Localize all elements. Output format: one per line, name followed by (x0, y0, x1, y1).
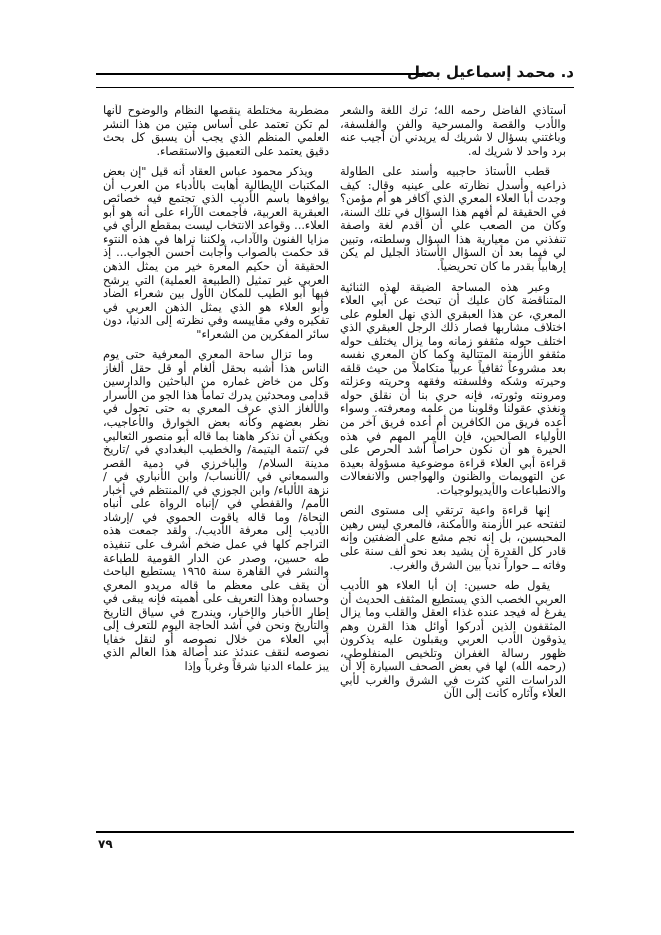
paragraph: وما تزال ساحة المعري المعرفية حتى يوم الناس هذا أشبه بحقل ألغام أو قل حقل ألغاز وكل من خاض غماره من الباحثين والدارسين قدامى ومحدثين يدرك تماماً هذا الجو من الأسرار والألغاز الذي عرف المعري به حتى تحول في نظر بعضهم وكأنه بعض الخوارق والأعاجيب، ويكفي أن نذكر هاهنا بما قاله أبو منصور الثعالبي في /تتمة اليتيمة/ والخطيب البغدادي في /تاريخ مدينة السلام/ والباخرزي في دمية القصر والسمعاني في /الأنساب/ وابن الأنباري في /نزهة الألباء/ وابن الجوزي في /المنتظم في أخبار الأمم/ والقفطي في /إنباه الرواة على أنباه النحاة/ وما قاله ياقوت الحموي في /إرشاد الأديب إلى معرفة الأديب/. ولقد جمعت هذه التراجم كلها في عمل ضخم أشرف على تنفيذه طه حسين، وصدر عن الدار القومية للطباعة والنشر في القاهرة سنة ١٩٦٥ يستطيع الباحث أن يقف على معظم ما قاله مريدو المعري وحساده وهذا التعريف على أهميته فإنه يبقى في إطار الأخبار والإخبار، ويندرج في سياق التاريخ والتأريخ ونحن في أشد الحاجة اليوم للتعرف إلى أبي العلاء من خلال نصوصه أو لنقل خفايا نصوصه لنقف عندئذ عند أصالة هذا العالم الذي يبز علماء الدنيا شرقاً وغرباً وإذا (103, 348, 329, 673)
paragraph: يقول طه حسين: إن أبا العلاء هو الأديب العربي الخصب الذي يستطيع المثقف الحديث أن يفرغ له فيجد عنده غذاء العقل والقلب وما يزال المثقفون الذين أدركوا أوائل هذا القرن وهم يذوقون الأدب العربي ويقبلون عليه يذكرون ظهور رسالة الغفران وتلخيص المنفلوطي، (رحمه الله) لها في بعض الصحف السيارة إلا أن الدراسات التي كثرت في الشرق والغرب لأبي العلاء وآثاره كانت إلى الآن (340, 579, 566, 701)
paragraph: ويذكر محمود عباس العقاد أنه قيل "إن بعض المكتبات الإيطالية أهابت بالأدباء من العرب أن يوافوها باسم الأديب الذي تجتمع فيه خصائص العبقرية العربية، فأجمعت الآراء على أنه هو أبو العلاء... وقواعد الانتخاب ليست بمقطع الرأي في مزايا الفنون والآداب، ولكننا نراها في هذه النتوء قد حكمت بالصواب وأجابت أحسن الجواب... إذ الحقيقة أن حكيم المعرة خير من يمثل الذهن العربي غير تمثيل (الطبيعة العملية) التي يرشح فيها أبو الطيب للمكان الأول بين شعراء الضاد وأبو العلاء هو الذي يمثل الذهن العربي في تفكيره وفي مقاييسه وفي نظرته إلى الدنيا، دون سائر المفكرين من الشعراء" (103, 165, 329, 341)
running-header (96, 62, 574, 84)
header-underline (96, 87, 574, 88)
text-column-left (103, 104, 329, 820)
paragraph: مضطربة مختلطة ينقصها النظام والوضوح لأنها لم تكن تعتمد على أساس متين من هذا النشر العلمي المنظم الذي يجب أن يسبق كل بحث دقيق يعتمد على التعميق والاستقصاء. (103, 104, 329, 158)
header-rule-line (96, 73, 426, 75)
header-author-name: د. محمد إسماعيل بصل (406, 63, 574, 81)
paragraph: إنها قراءة واعية ترتقي إلى مستوى النص لتفتحه عبر الأزمنة والأمكنة، فالمعري ليس رهين المحبسين، بل إنه نجم مشع على الضفتين وإنه قادر كل القدرة أن يشيد بعد نحو ألف سنة على وفاته ــ حواراً ندياً بين الشرق والغرب. (340, 504, 566, 572)
footer-rule-line (96, 831, 574, 833)
paragraph: وعبر هذه المساحة الضيقة لهذه الثنائية المتناقضة كان عليك أن تبحث عن أبي العلاء المعري، عن هذا العبقري الذي نهل العلوم على اختلاف مشاربها فصار ذلك الرجل العبقري الذي اختلف حوله مثقفو زمانه وما يزال يختلف حوله مثقفو الأزمنة المتتالية وكما كان المعري نفسه بعد مشروعاً ثقافياً عربياً متكاملاً من حيث قلقه وحيرته وشكه وفلسفته وفقهه وحريته وعزلته ومرونته وثورته، فإنه حري بنا أن نقلق حوله ونغذي عقولنا وقلوبنا من علمه ومعرفته. وسواء أعده فريق من الكافرين أم أعده فريق آخر من الأولياء الصالحين، فإن الأمر المهم في هذه الحيرة هو أن نكون حراصاً أشد الحرص على قراءة أبي العلاء قراءة موضوعية مسؤولة بعيدة عن التهويمات والظنون والهواجس والانفعالات والانطباعات والأيديولوجيات. (340, 280, 566, 497)
paragraph: قطب الأستاذ حاجبيه وأسند على الطاولة ذراعيه وأسدل نظارته على عينيه وقال: كيف وجدت أبا العلاء المعري الذي آكافر هو أم مؤمن؟ في الحقيقة لم أفهم هذا السؤال في تلك السنة، وكان من الصعب علي أن أقدم لغة واصفة تنفذني من معيارية هذا السؤال وسلطته، وتبين لي فيما بعد أن السؤال الأستاذ الجليل لم يكن إرهابياً بقدر ما كان تحريضياً. (340, 165, 566, 274)
text-column-right (340, 104, 566, 820)
page-number: ٧٩ (98, 837, 113, 851)
paragraph: أستاذي الفاضل رحمه الله؛ ترك اللغة والشعر والأدب والقصة والمسرحية والفن والفلسفة، وباغتني بسؤال لا شريك له يريدني أن أجيب عنه برد واحد لا شريك له. (340, 104, 566, 158)
